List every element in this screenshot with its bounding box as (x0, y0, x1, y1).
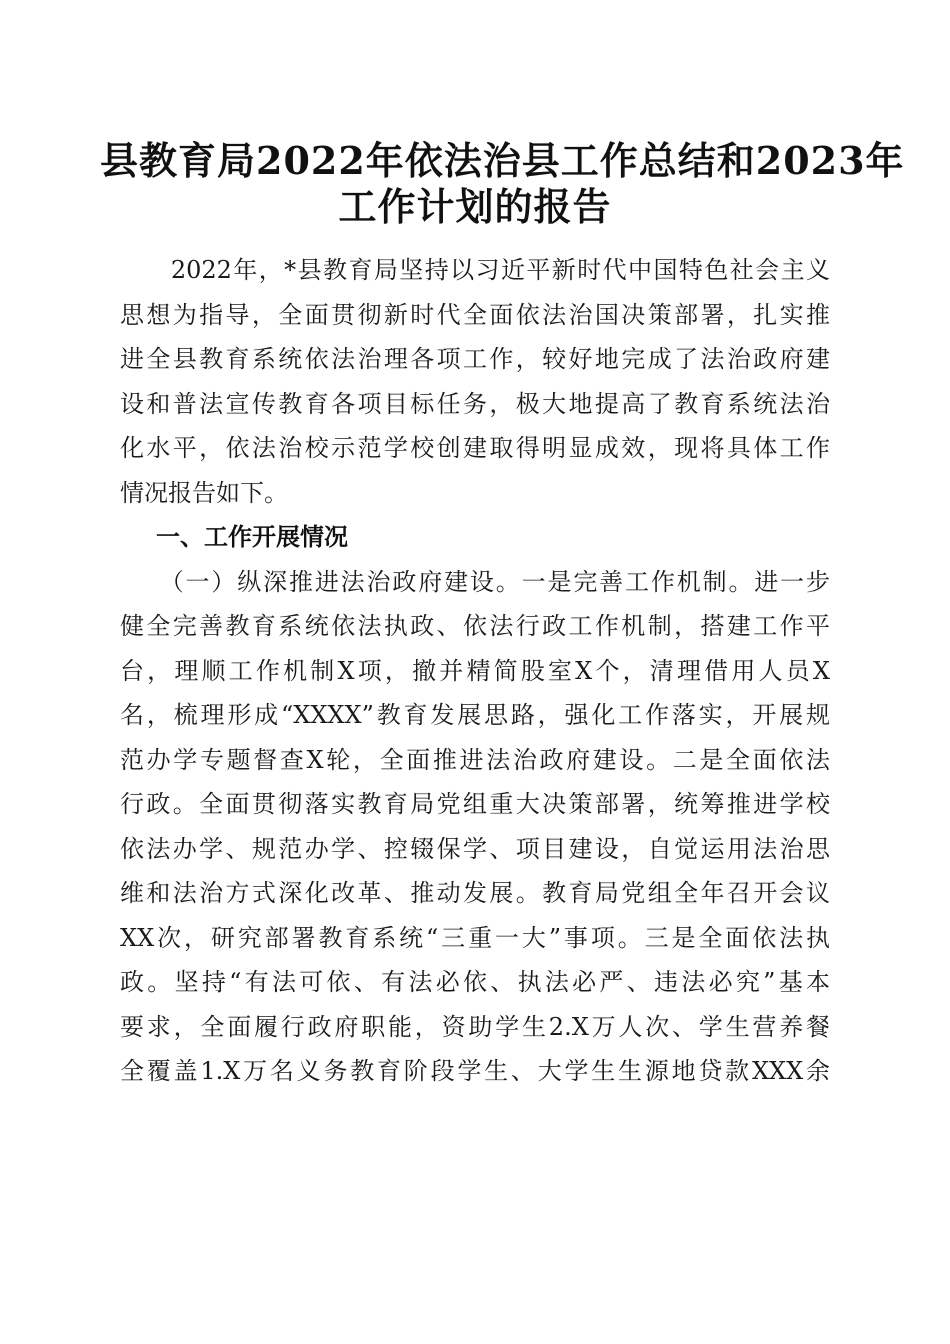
paragraph-line: （一）纵深推进法治政府建设。一是完善工作机制。进一步 (120, 567, 830, 596)
title-line-2: 工作计划的报告 (338, 184, 612, 229)
document-title (100, 138, 905, 230)
paragraph-line: 要求，全面履行政府职能，资助学生2.X万人次、学生营养餐 (120, 1012, 830, 1041)
paragraph-line: 思想为指导，全面贯彻新时代全面依法治国决策部署，扎实推 (120, 300, 830, 329)
paragraph-line: 设和普法宣传教育各项目标任务，极大地提高了教育系统法治 (120, 389, 830, 418)
intro-paragraph (120, 248, 830, 1094)
paragraph-line: XX次，研究部署教育系统“三重一大”事项。三是全面依法执 (120, 923, 830, 952)
paragraph-line: 情况报告如下。 (120, 478, 288, 507)
paragraph-line: 名，梳理形成“XXXX”教育发展思路，强化工作落实，开展规 (120, 701, 830, 729)
paragraph-line: 2022年，*县教育局坚持以习近平新时代中国特色社会主义 (120, 256, 830, 284)
paragraph-line: 政。坚持“有法可依、有法必依、执法必严、违法必究”基本 (120, 968, 830, 996)
paragraph-line: 全覆盖1.X万名义务教育阶段学生、大学生生源地贷款XXX余 (120, 1057, 830, 1085)
paragraph-line: 行政。全面贯彻落实教育局党组重大决策部署，统筹推进学校 (120, 790, 830, 818)
paragraph-line: 台，理顺工作机制X项，撤并精简股室X个，清理借用人员X (120, 656, 830, 685)
paragraph-line: 依法办学、规范办学、控辍保学、项目建设，自觉运用法治思 (120, 834, 830, 863)
title-line-1: 县教育局2022年依法治县工作总结和2023年 (100, 138, 905, 183)
paragraph-line: 维和法治方式深化改革、推动发展。教育局党组全年召开会议 (120, 879, 830, 907)
section-heading: 一、工作开展情况 (156, 523, 348, 551)
paragraph-line: 范办学专题督查X轮，全面推进法治政府建设。二是全面依法 (120, 745, 830, 774)
paragraph-line: 进全县教育系统依法治理各项工作，较好地完成了法治政府建 (120, 345, 830, 373)
paragraph-line: 化水平，依法治校示范学校创建取得明显成效，现将具体工作 (120, 434, 830, 462)
paragraph-line: 健全完善教育系统依法执政、依法行政工作机制，搭建工作平 (120, 612, 830, 640)
